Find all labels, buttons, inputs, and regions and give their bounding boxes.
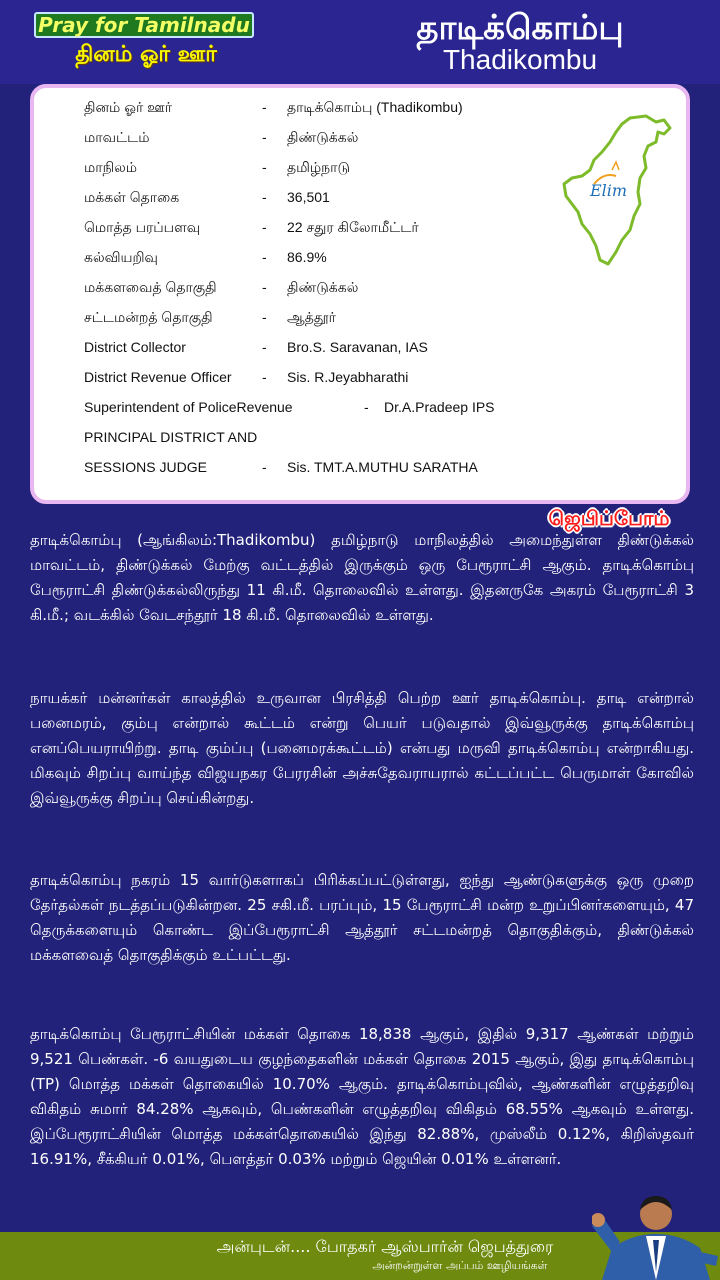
info-value: தாடிக்கொம்பு (Thadikombu): [287, 99, 463, 115]
info-key: கல்வியறிவு: [84, 249, 158, 265]
info-key: மாநிலம்: [84, 159, 138, 175]
info-value: ஆத்தூர்: [287, 309, 336, 325]
info-dash: -: [262, 219, 267, 235]
info-dash: -: [262, 249, 267, 265]
info-dash: -: [262, 339, 267, 355]
pray-for-tamilnadu-badge: Pray for Tamilnadu: [34, 12, 254, 38]
info-dash: -: [262, 309, 267, 325]
info-value: Dr.A.Pradeep IPS: [384, 399, 495, 415]
info-dash: -: [262, 99, 267, 115]
info-dash: -: [262, 459, 267, 475]
info-key: தினம் ஓர் ஊர்: [84, 99, 173, 115]
info-value: 86.9%: [287, 249, 327, 265]
info-value: தமிழ்நாடு: [287, 159, 350, 175]
info-key: மாவட்டம்: [84, 129, 150, 145]
info-key: மொத்த பரப்பளவு: [84, 219, 201, 235]
info-key: மக்களவைத் தொகுதி: [84, 279, 217, 295]
info-dash: -: [262, 369, 267, 385]
info-dash: -: [262, 189, 267, 205]
page-title-english: Thadikombu: [442, 44, 598, 75]
info-value: Sis. TMT.A.MUTHU SARATHA: [287, 459, 478, 475]
body-paragraph: தாடிக்கொம்பு (ஆங்கிலம்:Thadikombu) தமிழ்நாடு மாநிலத்தில் அமைந்துள்ள திண்டுக்கல் மாவட்டம், திண்டுக்கல் மேற்கு வட்டத்தில் இருக்கும் ஒரு பேரூராட்சி ஆகும். தாடிக்கொம்பு பேரூராட்சி திண்டுக்கல்லிருந்து 11 கி.மீ. தொலைவில் உள்ளது. இதனருகே அகரம் பேரூராட்சி 3 கி.மீ.; வடக்கில் வேடசந்தூர் 18 கி.மீ. தொலைவில் உள்ளது.: [30, 531, 694, 624]
info-value: திண்டுக்கல்: [287, 279, 359, 295]
info-value: Bro.S. Saravanan, IAS: [287, 339, 428, 355]
footer-author: அன்புடன்.... போதகர் ஆஸ்பார்ன் ஜெபத்துரை: [216, 1237, 554, 1256]
info-value: 22 சதுர கிலோமீட்டர்: [287, 219, 419, 235]
info-value: 36,501: [287, 189, 330, 205]
info-card: [30, 84, 690, 504]
info-value: Sis. R.Jeyabharathi: [287, 369, 409, 385]
tamilnadu-map-icon: [560, 112, 674, 268]
info-dash: -: [262, 279, 267, 295]
info-key: District Revenue Officer: [84, 369, 232, 385]
info-dash: -: [262, 129, 267, 145]
info-key: SESSIONS JUDGE: [84, 459, 207, 475]
info-key: மக்கள் தொகை: [84, 189, 180, 205]
header: [0, 0, 720, 84]
elim-logo: Elim: [590, 181, 628, 200]
page-title-tamil: தாடிக்கொம்பு: [416, 8, 624, 48]
body-paragraph: தாடிக்கொம்பு நகரம் 15 வார்டுகளாகப் பிரிக்கப்பட்டுள்ளது, ஐந்து ஆண்டுகளுக்கு ஒரு முறை தேர்தல்கள் நடத்தப்படுகின்றன. 25 சகி.மீ. பரப்பும், 15 பேரூராட்சி மன்ற உறுப்பினர்களையும், 47 தெருக்களையும் கொண்ட இப்பேரூராட்சி ஆத்தூர் சட்டமன்றத் தொகுதிக்கும், திண்டுக்கல் மக்களவைத் தொகுதிக்கும் உட்பட்டது.: [30, 871, 694, 964]
pastor-photo: [592, 1186, 720, 1280]
body-paragraph: தாடிக்கொம்பு பேரூராட்சியின் மக்கள் தொகை 18,838 ஆகும், இதில் 9,317 ஆண்கள் மற்றும் 9,521 பெண்கள். -6 வயதுடைய குழந்தைகளின் மக்கள் தொகை 2015 ஆகும், இது தாடிக்கொம்பு (TP) மொத்த மக்கள் தொகையில் 10.70% ஆகும். தாடிக்கொம்புவில், ஆண்களின் எழுத்தறிவு விகிதம் சுமார் 84.28% ஆகவும், பெண்களின் எழுத்தறிவு விகிதம் 68.55% ஆகவும் உள்ளது. இப்பேரூராட்சியின் மொத்த மக்கள்தொகையில் இந்து 82.88%, முஸ்லீம் 0.12%, கிறிஸ்தவர் 16.91%, சீக்கியர் 0.01%, பௌத்தர் 0.03% மற்றும் ஜெயின் 0.01% உள்ளனர்.: [30, 1025, 694, 1168]
info-key: Superintendent of PoliceRevenue: [84, 399, 293, 415]
info-value: திண்டுக்கல்: [287, 129, 359, 145]
info-dash: -: [364, 399, 369, 415]
info-key: சட்டமன்றத் தொகுதி: [84, 309, 213, 325]
footer-ministry: அன்றன்றுள்ள அப்பம் ஊழியங்கள்: [372, 1259, 548, 1272]
body-paragraph: நாயக்கர் மன்னர்கள் காலத்தில் உருவான பிரசித்தி பெற்ற ஊர் தாடிக்கொம்பு. தாடி என்றால் பனைமரம், கும்பு என்றால் கூட்டம் என்று பெயர் படுவதால் இவ்வூருக்கு தாடிக்கொம்பு எனப்பெயராயிற்று. தாடி கும்ப்பு (பனைமரக்கூட்டம்) என்பது மருவி தாடிக்கொம்பு என்றாகியது. மிகவும் சிறப்பு வாய்ந்த விஜயநகர பேரரசின் அச்சுதேவராயரால் கட்டப்பட்ட பெருமாள் கோவில் இவ்வூருக்கு சிறப்பு செய்கின்றது.: [30, 689, 694, 807]
pray-tag: ஜெபிப்போம்: [548, 506, 670, 530]
daily-village-label: தினம் ஓர் ஊர்: [75, 42, 217, 67]
info-dash: -: [262, 159, 267, 175]
info-key: District Collector: [84, 339, 186, 355]
info-key: PRINCIPAL DISTRICT AND: [84, 429, 258, 445]
